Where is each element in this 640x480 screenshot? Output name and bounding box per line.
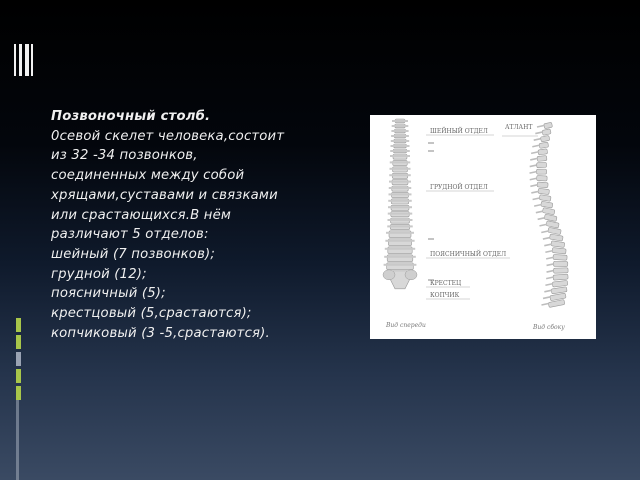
vertebra-shape: [389, 181, 411, 183]
vertebra-shape: [542, 129, 551, 136]
vertebra-shape: [541, 304, 548, 306]
vertebra-shape: [390, 168, 411, 170]
vertebra-shape: [551, 287, 567, 294]
vertebra-shape: [392, 125, 409, 127]
vertebra-shape: [405, 270, 417, 280]
vertebra-shape: [553, 274, 568, 280]
vertebra-shape: [553, 261, 567, 266]
vertebra-shape: [544, 214, 557, 221]
vertebra-shape: [388, 200, 412, 202]
vertebra-shape: [544, 122, 553, 129]
vertebra-shape: [388, 213, 413, 215]
vertebra-shape: [542, 208, 555, 215]
vertebra-shape: [389, 187, 412, 189]
front-view-spine: [383, 119, 417, 289]
vertebra-shape: [551, 241, 565, 248]
slide-title: Позвоночный столб.: [51, 109, 211, 124]
label-cervical: ШЕЙНЫЙ ОТДЕЛ: [430, 128, 488, 135]
vertebra-shape: [543, 297, 550, 299]
vertebra-shape: [390, 155, 410, 157]
vertebra-shape: [387, 225, 413, 227]
vertebra-shape: [391, 145, 410, 147]
side-accent-line: [16, 400, 19, 480]
vertebra-shape: [537, 162, 547, 167]
spine-svg: [370, 115, 596, 339]
vertebra-shape: [546, 257, 553, 259]
vertebra-shape: [389, 193, 412, 195]
decorative-bars: [14, 44, 34, 76]
vertebra-shape: [538, 149, 548, 155]
vertebra-shape: [546, 277, 553, 279]
vertebra-shape: [386, 232, 414, 234]
vertebra-shape: [547, 264, 554, 266]
vertebra-shape: [530, 165, 537, 167]
side-accent-ticks: [16, 318, 22, 403]
vertebra-shape: [552, 248, 566, 254]
vertebra-shape: [552, 280, 568, 287]
vertebra-shape: [537, 156, 547, 162]
vertebra-shape: [544, 244, 551, 246]
label-coccyx: КОПЧИК: [430, 292, 460, 299]
vertebra-shape: [391, 135, 409, 137]
label-lumbar: ПОЯСНИЧНЫЙ ОТДЕЛ: [430, 251, 507, 258]
caption-front-view: Вид спереди: [386, 322, 426, 329]
vertebra-shape: [547, 271, 554, 273]
vertebra-shape: [530, 172, 537, 174]
vertebra-shape: [530, 178, 537, 180]
spine-illustration: [370, 115, 596, 339]
vertebra-shape: [540, 224, 547, 226]
vertebra-shape: [546, 221, 559, 228]
vertebra-shape: [537, 176, 548, 181]
vertebra-shape: [536, 211, 543, 213]
text-line: различают 5 отделов:: [51, 227, 209, 243]
vertebra-shape: [538, 188, 550, 194]
vertebra-shape: [389, 174, 411, 176]
vertebra-shape: [539, 142, 549, 148]
vertebra-shape: [541, 231, 548, 233]
vertebra-shape: [538, 218, 545, 220]
slide-text-block: [51, 107, 351, 343]
vertebra-shape: [383, 270, 395, 280]
vertebra-shape: [388, 219, 413, 221]
label-sacrum: КРЕСТЕЦ: [430, 280, 462, 287]
vertebra-shape: [537, 126, 544, 128]
vertebra-shape: [548, 227, 561, 234]
text-line: крестцовый (5,срастаются);: [51, 306, 252, 322]
vertebra-shape: [391, 130, 408, 132]
vertebra-shape: [533, 198, 540, 200]
vertebra-shape: [534, 205, 541, 207]
vertebra-shape: [548, 299, 565, 307]
caption-side-view: Вид сбоку: [533, 324, 565, 331]
vertebra-shape: [534, 139, 541, 141]
vertebra-shape: [553, 268, 568, 273]
vertebra-shape: [388, 206, 412, 208]
vertebra-shape: [537, 169, 547, 174]
text-line: грудной (12);: [51, 266, 147, 282]
vertebra-shape: [545, 284, 552, 286]
vertebra-shape: [392, 120, 408, 122]
text-line: или срастающихся.В нём: [51, 207, 232, 223]
vertebra-shape: [390, 161, 411, 163]
text-line: копчиковый (3 -5,срастаются).: [51, 325, 270, 341]
vertebra-shape: [531, 152, 538, 154]
text-line: 0севой скелет человека,состоит: [51, 128, 285, 144]
vertebra-shape: [535, 132, 542, 134]
vertebra-shape: [530, 158, 537, 160]
text-line: хрящами,суставами и связками: [51, 187, 278, 203]
vertebra-shape: [549, 234, 563, 241]
text-line: шейный (7 позвонков);: [51, 246, 216, 262]
label-atlas: АТЛАНТ: [505, 124, 533, 131]
text-line: соединенных между собой: [51, 168, 245, 184]
vertebra-shape: [531, 191, 538, 193]
vertebra-shape: [391, 140, 409, 142]
vertebra-shape: [385, 240, 414, 242]
vertebra-shape: [390, 150, 410, 152]
vertebra-shape: [539, 195, 551, 202]
vertebra-shape: [384, 264, 417, 266]
label-thoracic: ГРУДНОЙ ОТДЕЛ: [430, 184, 488, 191]
vertebra-shape: [544, 290, 551, 292]
text-line: из 32 -34 позвонков,: [51, 148, 198, 164]
text-line: поясничный (5);: [51, 286, 166, 302]
vertebra-shape: [541, 201, 553, 208]
vertebra-shape: [385, 248, 415, 250]
vertebra-shape: [530, 185, 537, 187]
vertebra-shape: [545, 251, 552, 253]
side-view-spine: [530, 122, 569, 307]
vertebra-shape: [540, 135, 549, 142]
vertebra-shape: [384, 256, 416, 258]
vertebra-shape: [553, 254, 567, 260]
vertebra-shape: [543, 238, 550, 240]
vertebra-shape: [537, 182, 548, 188]
vertebra-shape: [532, 145, 539, 147]
